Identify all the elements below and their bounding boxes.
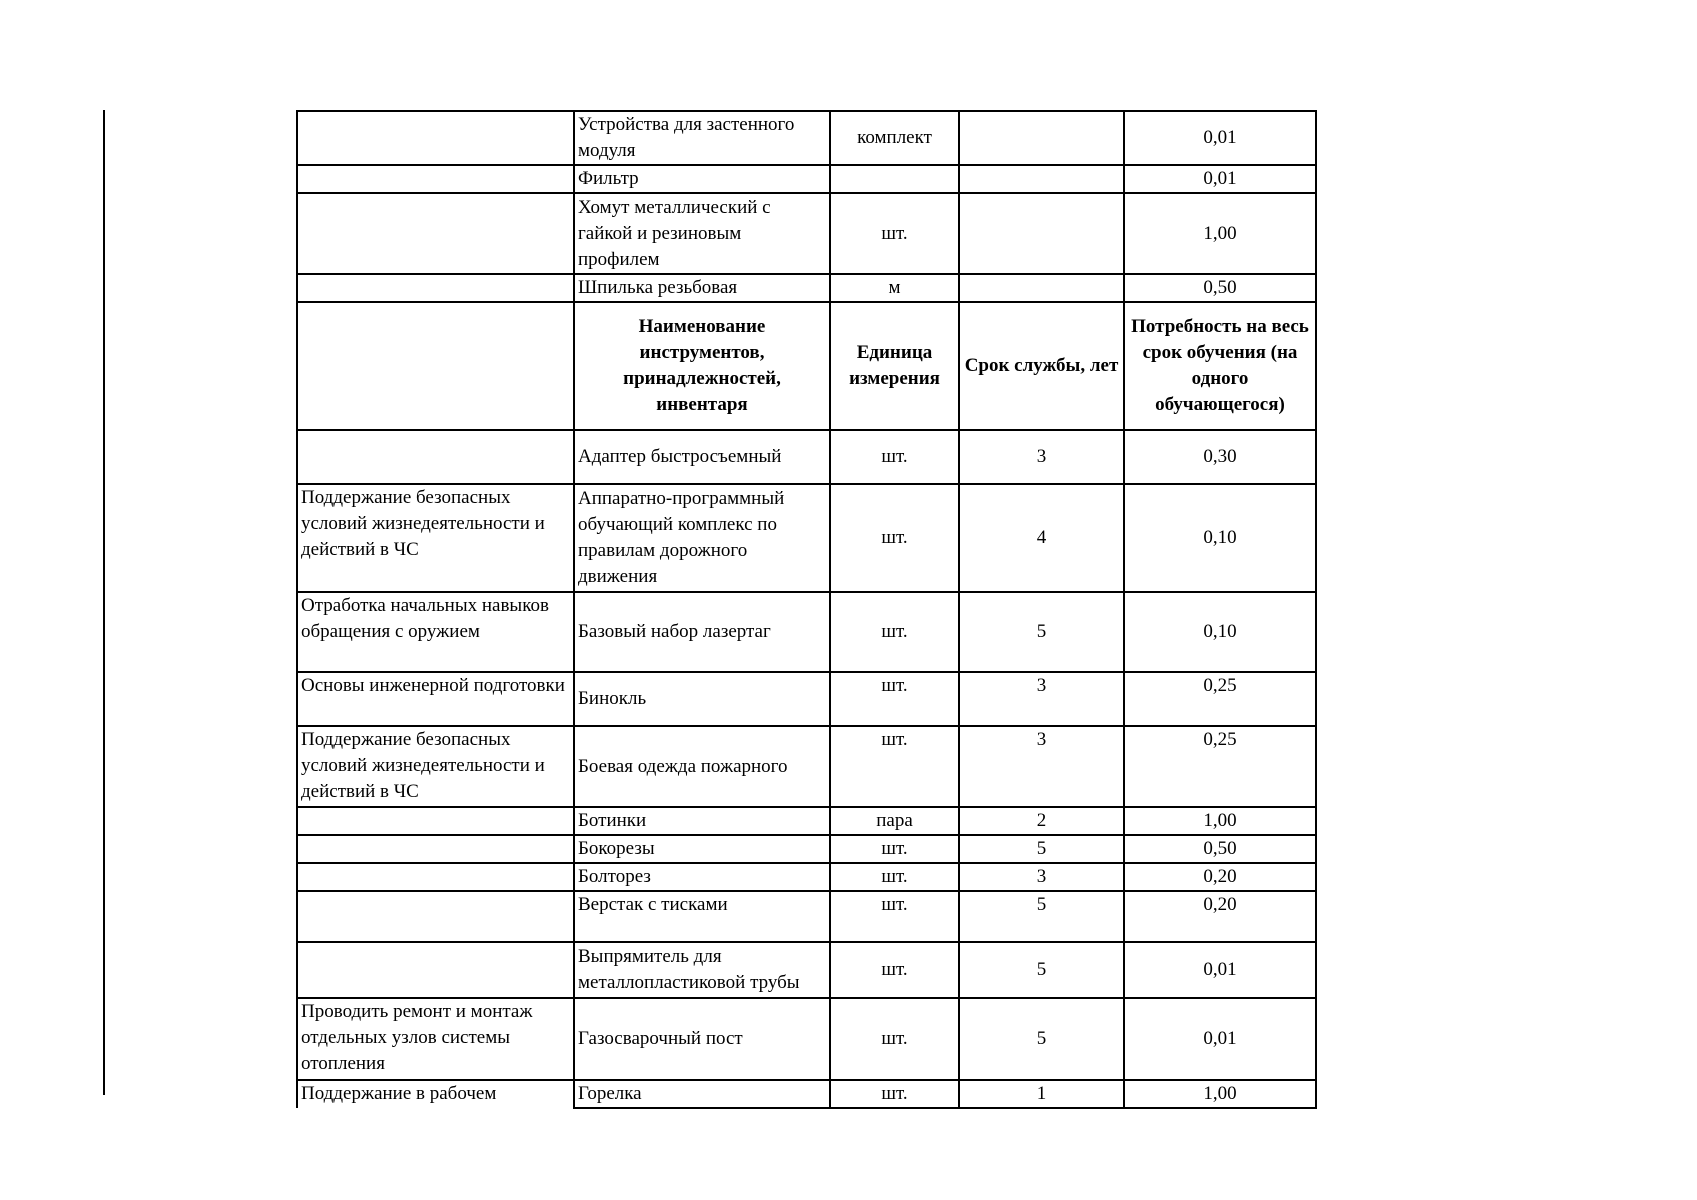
table-row: [297, 807, 1316, 835]
service-life-cell: 1: [959, 1080, 1124, 1108]
table-row: [297, 274, 1316, 302]
service-life-cell: 5: [959, 891, 1124, 942]
unit-cell: шт.: [830, 1080, 959, 1108]
item-name-cell: Шпилька резьбовая: [574, 274, 830, 302]
header-life-cell: Срок службы, лет: [959, 302, 1124, 430]
header-need-cell: Потребность на весь срок обучения (на одного обучающегося): [1124, 302, 1316, 430]
unit-cell: пара: [830, 807, 959, 835]
table-row: [297, 430, 1316, 484]
header-unit-cell: Единица измерения: [830, 302, 959, 430]
table-row: [297, 1080, 1316, 1108]
topic-cell: [297, 193, 574, 274]
need-cell: 0,30: [1124, 430, 1316, 484]
item-name-cell: Хомут металлический с гайкой и резиновым профилем: [574, 193, 830, 274]
unit-cell: шт.: [830, 942, 959, 998]
need-cell: 0,01: [1124, 111, 1316, 165]
left-margin-line: [103, 110, 105, 1095]
service-life-cell: 4: [959, 484, 1124, 592]
unit-cell: шт.: [830, 592, 959, 672]
need-cell: 0,01: [1124, 165, 1316, 193]
service-life-cell: 3: [959, 863, 1124, 891]
item-name-cell: Верстак с тисками: [574, 891, 830, 942]
table-row: [297, 998, 1316, 1080]
need-cell: 1,00: [1124, 807, 1316, 835]
table-row: [297, 111, 1316, 165]
table-row: [297, 165, 1316, 193]
need-cell: 0,50: [1124, 835, 1316, 863]
topic-cell: Поддержание в рабочем: [297, 1080, 574, 1108]
need-cell: 0,20: [1124, 863, 1316, 891]
topic-cell: [297, 942, 574, 998]
need-cell: 0,10: [1124, 484, 1316, 592]
unit-cell: шт.: [830, 430, 959, 484]
topic-cell: Поддержание безопасных условий жизнедеятельности и действий в ЧС: [297, 484, 574, 592]
service-life-cell: 2: [959, 807, 1124, 835]
need-cell: 1,00: [1124, 1080, 1316, 1108]
service-life-cell: [959, 111, 1124, 165]
unit-cell: шт.: [830, 484, 959, 592]
unit-cell: шт.: [830, 193, 959, 274]
item-name-cell: Бокорезы: [574, 835, 830, 863]
unit-cell: шт.: [830, 891, 959, 942]
topic-cell: [297, 111, 574, 165]
need-cell: 0,10: [1124, 592, 1316, 672]
item-name-cell: Газосварочный пост: [574, 998, 830, 1080]
unit-cell: шт.: [830, 998, 959, 1080]
topic-cell: Отработка начальных навыков обращения с оружием: [297, 592, 574, 672]
unit-cell: шт.: [830, 835, 959, 863]
table-row: [297, 592, 1316, 672]
table-row: [297, 484, 1316, 592]
topic-cell: [297, 863, 574, 891]
service-life-cell: 5: [959, 592, 1124, 672]
table-row: [297, 942, 1316, 998]
topic-cell: [297, 891, 574, 942]
item-name-cell: Фильтр: [574, 165, 830, 193]
unit-cell: шт.: [830, 672, 959, 726]
header-name-cell: Наименование инструментов, принадлежностей, инвентаря: [574, 302, 830, 430]
topic-cell: Проводить ремонт и монтаж отдельных узлов системы отопления: [297, 998, 574, 1080]
service-life-cell: [959, 193, 1124, 274]
item-name-cell: Горелка: [574, 1080, 830, 1108]
service-life-cell: [959, 165, 1124, 193]
item-name-cell: Болторез: [574, 863, 830, 891]
service-life-cell: 5: [959, 942, 1124, 998]
table-row: [297, 863, 1316, 891]
topic-cell: [297, 807, 574, 835]
item-name-cell: Ботинки: [574, 807, 830, 835]
table-row: [297, 193, 1316, 274]
unit-cell: шт.: [830, 726, 959, 807]
item-name-cell: Базовый набор лазертаг: [574, 592, 830, 672]
need-cell: 0,25: [1124, 726, 1316, 807]
service-life-cell: 3: [959, 672, 1124, 726]
need-cell: 0,25: [1124, 672, 1316, 726]
unit-cell: [830, 165, 959, 193]
topic-cell: [297, 165, 574, 193]
need-cell: 0,50: [1124, 274, 1316, 302]
table-row: [297, 726, 1316, 807]
service-life-cell: 3: [959, 430, 1124, 484]
table-row: [297, 891, 1316, 942]
service-life-cell: [959, 274, 1124, 302]
unit-cell: м: [830, 274, 959, 302]
topic-cell: Основы инженерной подготовки: [297, 672, 574, 726]
table-row: [297, 672, 1316, 726]
need-cell: 0,01: [1124, 942, 1316, 998]
item-name-cell: Боевая одежда пожарного: [574, 726, 830, 807]
topic-cell: [297, 835, 574, 863]
unit-cell: шт.: [830, 863, 959, 891]
topic-cell: Поддержание безопасных условий жизнедеятельности и действий в ЧС: [297, 726, 574, 807]
header-topic-cell: [297, 302, 574, 430]
item-name-cell: Бинокль: [574, 672, 830, 726]
need-cell: 0,01: [1124, 998, 1316, 1080]
service-life-cell: 3: [959, 726, 1124, 807]
table-row: [297, 835, 1316, 863]
topic-cell: [297, 430, 574, 484]
equipment-table: [296, 110, 1317, 1109]
item-name-cell: Аппаратно-программный обучающий комплекс по правилам дорожного движения: [574, 484, 830, 592]
item-name-cell: Адаптер быстросъемный: [574, 430, 830, 484]
service-life-cell: 5: [959, 998, 1124, 1080]
item-name-cell: Выпрямитель для металлопластиковой трубы: [574, 942, 830, 998]
service-life-cell: 5: [959, 835, 1124, 863]
unit-cell: комплект: [830, 111, 959, 165]
table-header-row: [297, 302, 1316, 430]
item-name-cell: Устройства для застенного модуля: [574, 111, 830, 165]
need-cell: 0,20: [1124, 891, 1316, 942]
topic-cell: [297, 274, 574, 302]
need-cell: 1,00: [1124, 193, 1316, 274]
